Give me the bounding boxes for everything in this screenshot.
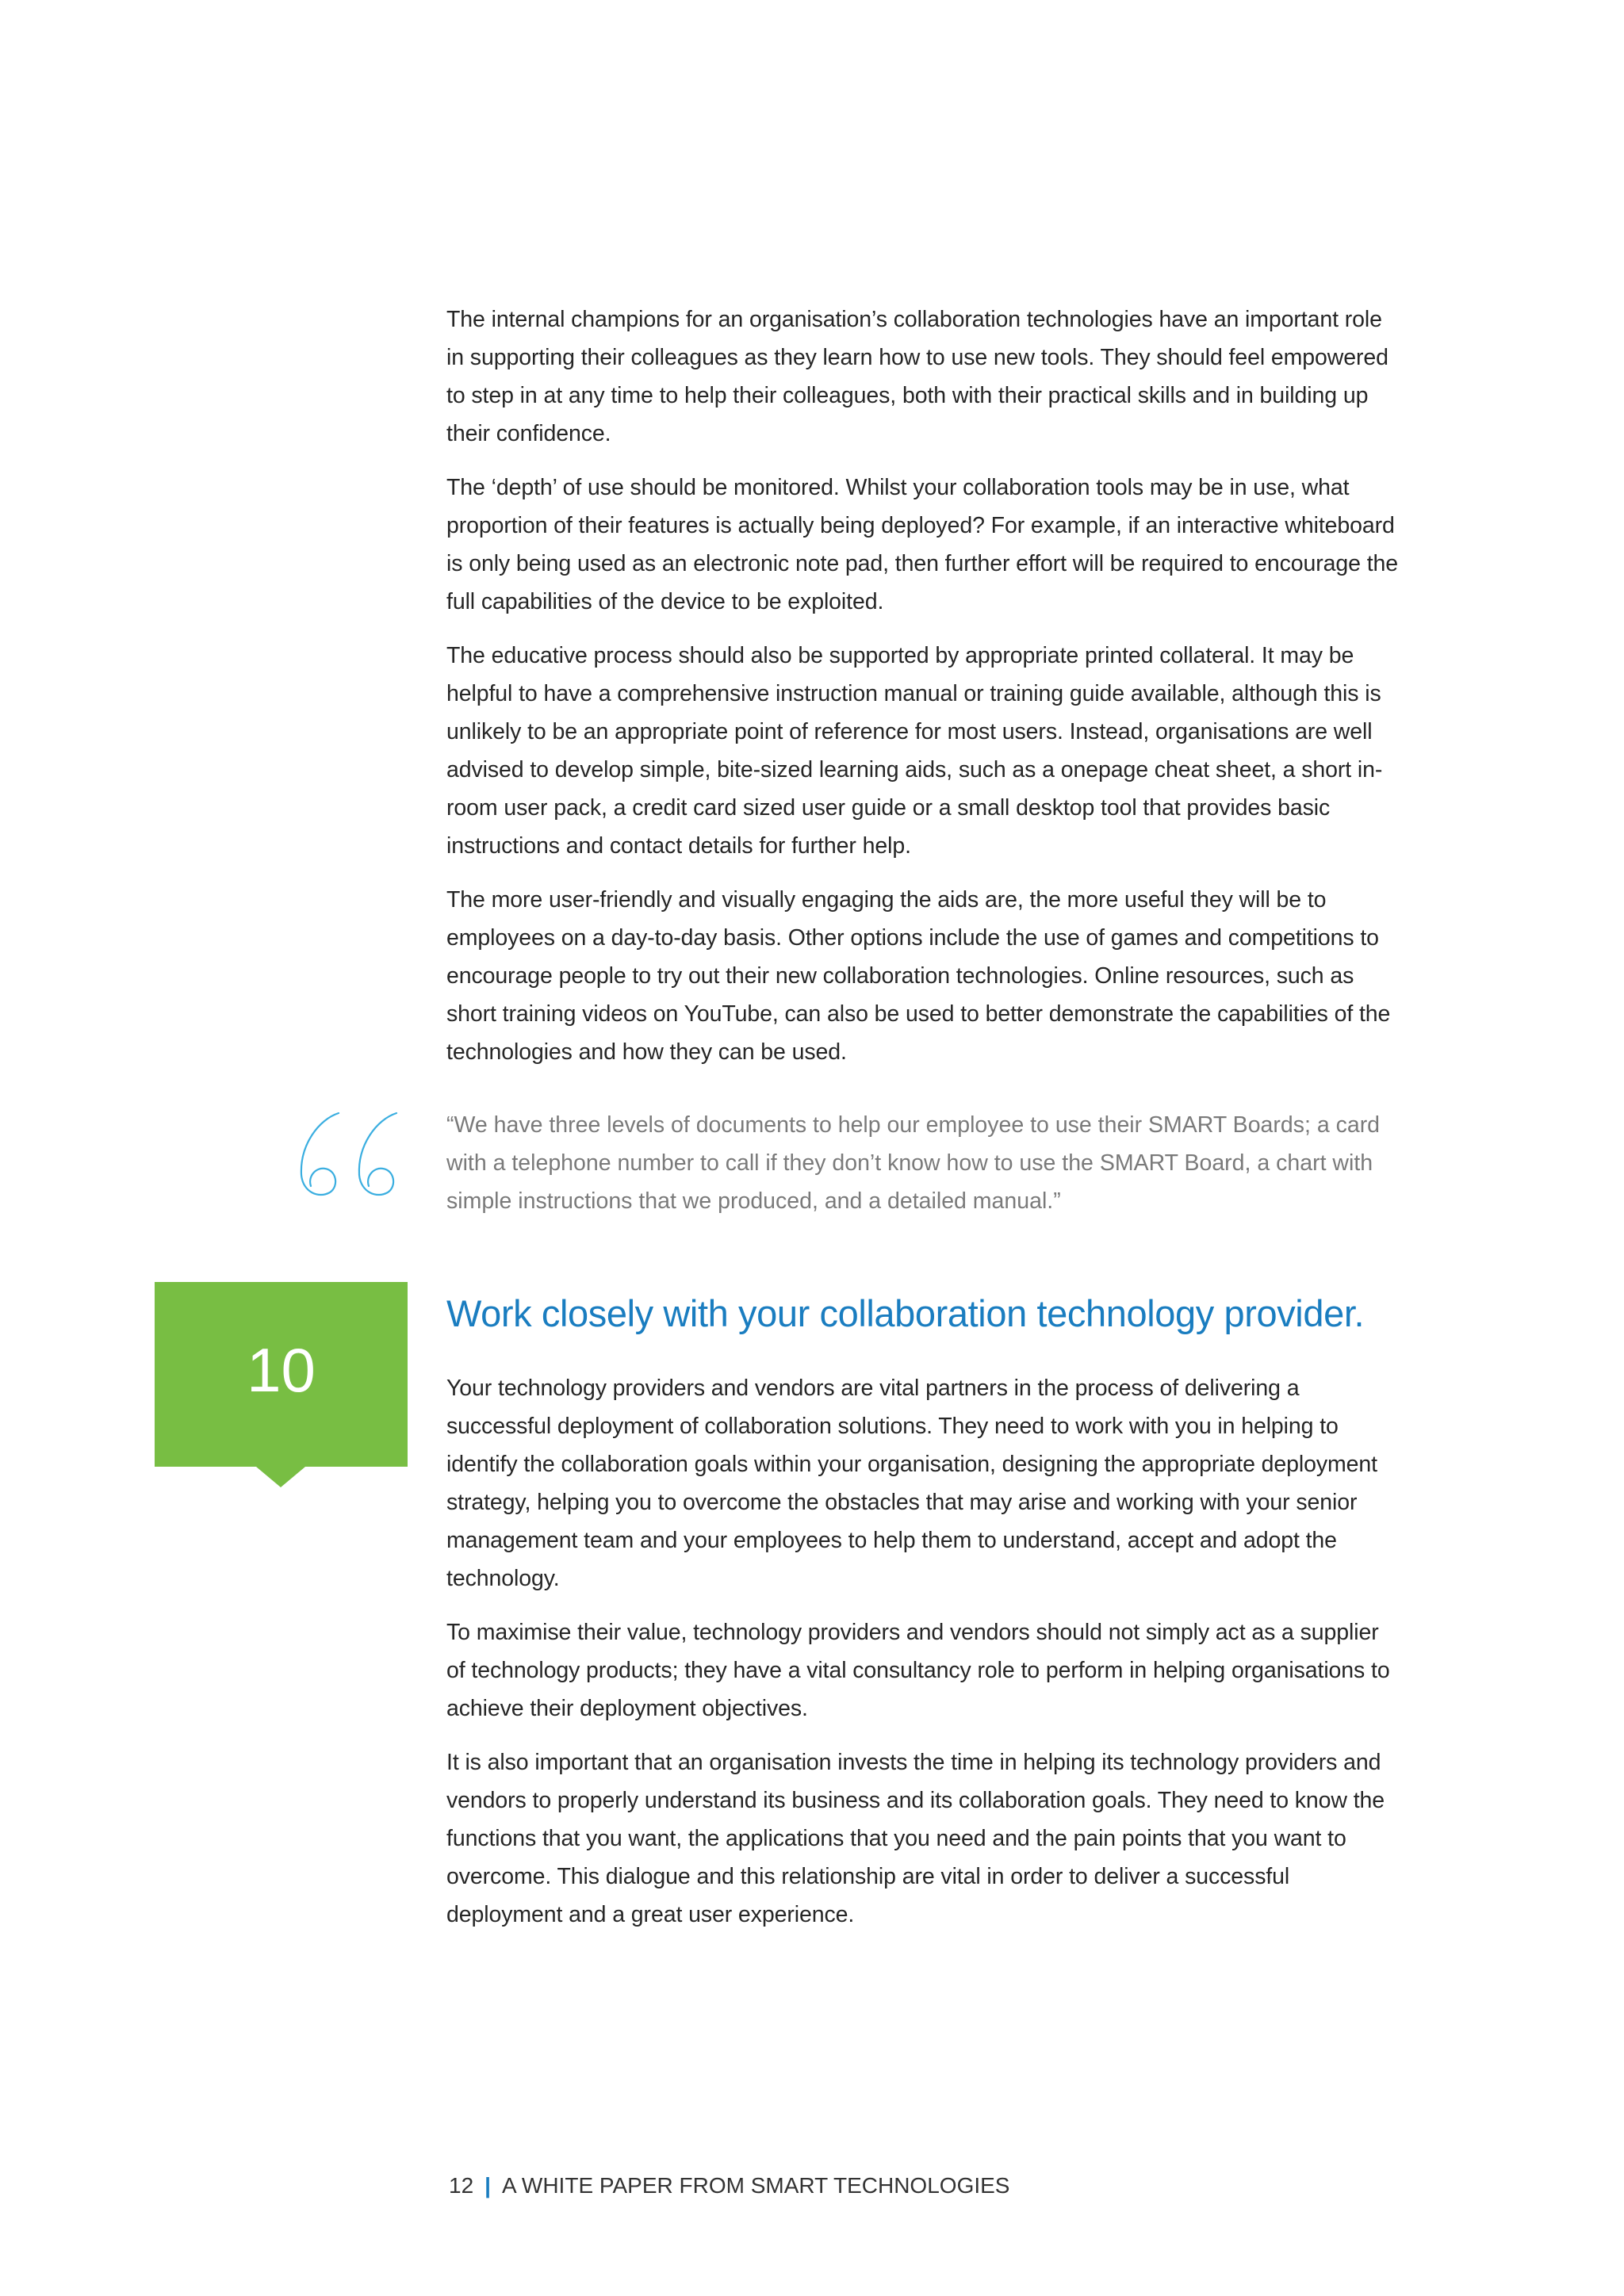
pull-quote: “We have three levels of documents to help our employee to use their SMART Boards; a card with a telephone number to call if they don’t know how to use the SMART Board, a chart with simple instructions that we produced, and a detailed manual.” xyxy=(446,1112,1381,1214)
page-footer xyxy=(449,2172,1009,2199)
section-body xyxy=(446,1369,1402,1950)
body-paragraph: Your technology providers and vendors are vital partners in the process of delivering a successful deployment of collaboration solutions. They need to work with you in helping to identify the collaboration goals within your organisation, designing the appropriate deployment strategy, helping you to overcome the obstacles that may arise and working with your senior management team and your employees to help them to understand, accept and adopt the technology. xyxy=(446,1376,1378,1591)
section-heading: Work closely with your collaboration technology provider. xyxy=(446,1292,1365,1334)
page-number: 12 xyxy=(449,2173,474,2198)
body-paragraph: The internal champions for an organisation’s collaboration technologies have an important role in supporting their colleagues as they learn how to use new tools. They should feel empowered to step in at any time to help their colleagues, both with their practical skills and in building up their confidence. xyxy=(446,307,1388,446)
body-paragraph: The ‘depth’ of use should be monitored. Whilst your collaboration tools may be in use, what proportion of their features is actually being deployed? For example, if an interactive whiteboard is only being used as an electronic note pad, then further effort will be required to encourage the full capabilities of the device to be exploited. xyxy=(446,475,1399,614)
body-paragraph: It is also important that an organisation invests the time in helping its technology providers and vendors to properly understand its business and its collaboration goals. They need to know the functions that you want, the applications that you need and the pain points that you want to overcome. This dialogue and this relationship are vital in order to deliver a successful deployment and a great user experience. xyxy=(446,1750,1385,1927)
body-paragraph: To maximise their value, technology providers and vendors should not simply act as a supplier of technology products; they have a vital consultancy role to perform in helping organisations to achieve their deployment objectives. xyxy=(446,1620,1390,1721)
section-number: 10 xyxy=(247,1335,316,1405)
footer-title: A WHITE PAPER FROM SMART TECHNOLOGIES xyxy=(502,2173,1010,2198)
intro-section xyxy=(446,300,1402,1087)
badge-pointer xyxy=(256,1467,305,1487)
footer-separator: | xyxy=(485,2173,491,2198)
body-paragraph: The educative process should also be supported by appropriate printed collateral. It may be helpful to have a comprehensive instruction manual or training guide available, although this is unlikely to be an appropriate point of reference for most users. Instead, organisations are well advised to develop simple, bite-sized learning aids, such as a onepage cheat sheet, a short in-room user pack, a credit card sized user guide or a small desktop tool that provides basic instructions and contact details for further help. xyxy=(446,643,1383,859)
quotation-mark-icon xyxy=(295,1104,414,1207)
section-number-badge xyxy=(155,1282,408,1467)
body-paragraph: The more user-friendly and visually engaging the aids are, the more useful they will be to employees on a day-to-day basis. Other options include the use of games and competitions to encourage people to try out their new collaboration technologies. Online resources, such as short training videos on YouTube, can also be used to better demonstrate the capabilities of the technologies and how they can be used. xyxy=(446,887,1391,1065)
